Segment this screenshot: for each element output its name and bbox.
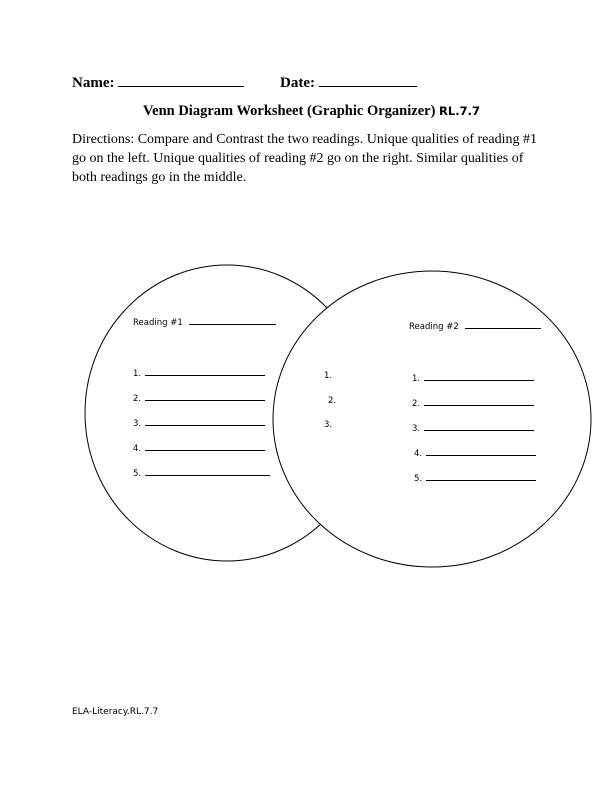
reading-1-label: Reading #1 xyxy=(133,318,183,328)
title-code: RL.7.7 xyxy=(439,104,480,118)
middle-item-1: 1. xyxy=(324,371,333,381)
left-item-number: 3. xyxy=(133,419,142,429)
right-item-number: 4. xyxy=(414,449,423,459)
reading-1-field[interactable] xyxy=(133,315,276,328)
right-item-2[interactable] xyxy=(412,396,534,409)
right-item-number: 3. xyxy=(412,424,421,434)
left-item-2[interactable] xyxy=(133,391,265,404)
reading-2-field[interactable] xyxy=(409,319,541,332)
right-circle xyxy=(273,271,591,567)
left-item-3[interactable] xyxy=(133,416,265,429)
left-item-number: 1. xyxy=(133,369,142,379)
right-item-number: 1. xyxy=(412,374,421,384)
directions-text: Directions: Compare and Contrast the two readings. Unique qualities of reading #1 go on the left. Unique qualities of reading #2 go on the right. Similar qualities of both readings go in the middle. xyxy=(72,132,538,185)
left-item-1[interactable] xyxy=(133,366,265,379)
footer-code: ELA-Literacy.RL.7.7 xyxy=(72,707,159,717)
left-item-blank[interactable] xyxy=(145,391,265,401)
right-item-5[interactable] xyxy=(414,471,536,484)
left-item-blank[interactable] xyxy=(145,466,270,476)
middle-item-3: 3. xyxy=(324,420,333,430)
title-main: Venn Diagram Worksheet (Graphic Organizer) xyxy=(143,103,436,119)
right-item-4[interactable] xyxy=(414,446,536,459)
reading-2-blank[interactable] xyxy=(465,319,541,329)
left-item-number: 4. xyxy=(133,444,142,454)
date-label: Date: xyxy=(280,75,315,91)
name-label: Name: xyxy=(72,75,115,91)
middle-item-2: 2. xyxy=(328,396,337,406)
reading-1-blank[interactable] xyxy=(189,315,276,325)
right-item-blank[interactable] xyxy=(426,446,536,456)
left-item-blank[interactable] xyxy=(145,441,265,451)
right-item-blank[interactable] xyxy=(424,396,534,406)
right-item-blank[interactable] xyxy=(426,471,536,481)
left-item-blank[interactable] xyxy=(145,416,265,426)
reading-2-label: Reading #2 xyxy=(409,322,459,332)
left-item-4[interactable] xyxy=(133,441,265,454)
left-item-5[interactable] xyxy=(133,466,270,479)
right-item-blank[interactable] xyxy=(424,421,534,431)
right-item-3[interactable] xyxy=(412,421,534,434)
right-item-number: 2. xyxy=(412,399,421,409)
right-item-1[interactable] xyxy=(412,371,534,384)
left-item-number: 5. xyxy=(133,469,142,479)
left-item-blank[interactable] xyxy=(145,366,265,376)
right-item-number: 5. xyxy=(414,474,423,484)
right-item-blank[interactable] xyxy=(424,371,534,381)
left-item-number: 2. xyxy=(133,394,142,404)
